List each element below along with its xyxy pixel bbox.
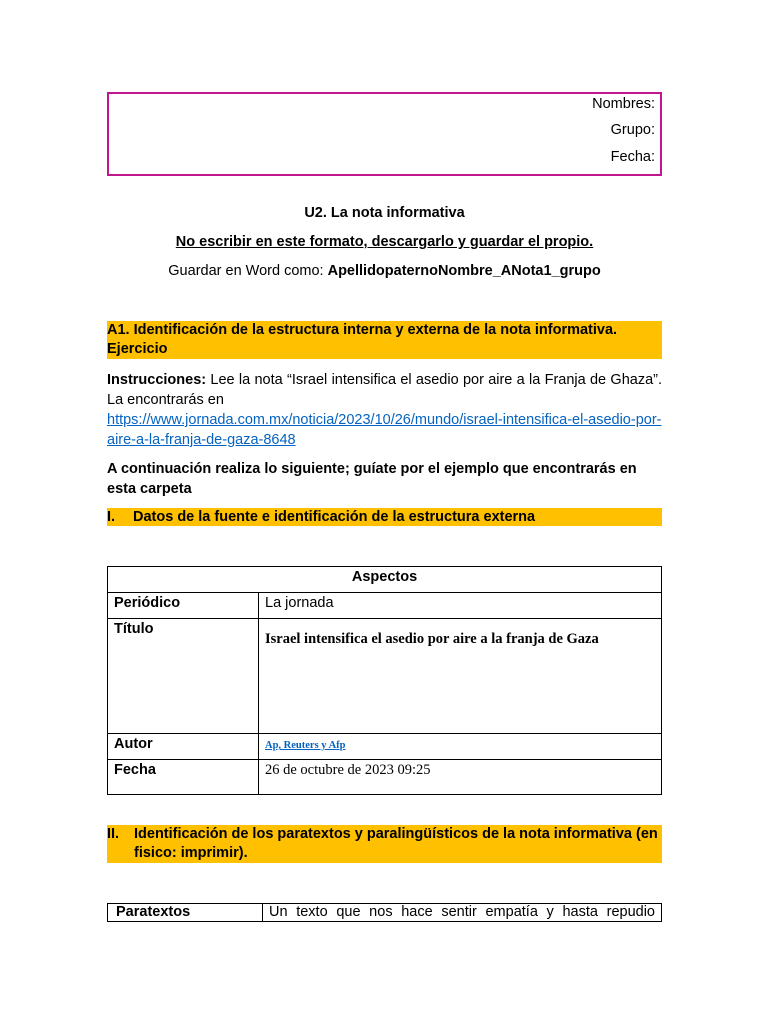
article-link[interactable]: https://www.jornada.com.mx/noticia/2023/10/26/mundo/israel-intensifica-el-asedio-por-aire-a-la-franja-de-gaza-8648	[107, 412, 662, 448]
titulo-value: Israel intensifica el asedio por aire a la franja de Gaza	[259, 619, 662, 734]
autor-cell	[259, 734, 662, 760]
instructions-label: Instrucciones:	[107, 372, 207, 388]
paratextos-value: Un texto que nos hace sentir empatía y hasta repudio	[263, 904, 662, 922]
nombres-label: Nombres:	[592, 96, 655, 112]
paratextos-label: Paratextos	[108, 904, 263, 922]
source-data-table	[107, 566, 662, 795]
table-row	[108, 593, 662, 619]
table-header-row	[108, 567, 662, 593]
table-row	[108, 619, 662, 734]
section-ii-heading	[107, 825, 662, 863]
periodico-value: La jornada	[259, 593, 662, 619]
autor-label: Autor	[108, 734, 259, 760]
titulo-label: Título	[108, 619, 259, 734]
table-row	[108, 734, 662, 760]
save-instructions	[107, 263, 662, 279]
section-a1-heading: A1. Identificación de la estructura interna y externa de la nota informativa. Ejercicio	[107, 321, 662, 359]
document-title: U2. La nota informativa	[304, 205, 465, 221]
fecha-label: Fecha:	[610, 149, 655, 165]
grupo-label: Grupo:	[610, 122, 655, 138]
continue-instructions: A continuación realiza lo siguiente; guíate por el ejemplo que encontrarás en esta carpeta	[107, 461, 637, 497]
save-filename: ApellidopaternoNombre_ANota1_grupo	[327, 263, 601, 279]
section-ii-text: Identificación de los paratextos y paralingüísticos de la nota informativa (en fisico: imprimir).	[134, 826, 658, 861]
section-i-text: Datos de la fuente e identificación de la estructura externa	[133, 509, 536, 525]
save-prefix: Guardar en Word como:	[168, 263, 328, 279]
instructions-text: Lee la nota “Israel intensifica el asedio por aire a la Franja de Ghaza”. La encontrarás en	[107, 372, 662, 408]
aspectos-header: Aspectos	[108, 567, 662, 593]
instructions-paragraph	[107, 370, 662, 410]
autor-link[interactable]: Ap, Reuters y Afp	[265, 740, 346, 751]
article-link-container	[107, 410, 662, 450]
fecha-value: 26 de octubre de 2023 09:25	[259, 760, 662, 795]
section-i-number: I.	[107, 509, 116, 525]
fecha-row-label: Fecha	[108, 760, 259, 795]
warning-text: No escribir en este formato, descargarlo y guardar el propio.	[175, 234, 594, 250]
section-ii-number: II.	[107, 826, 120, 842]
periodico-label: Periódico	[108, 593, 259, 619]
table-row	[108, 904, 662, 922]
section-i-heading	[107, 508, 662, 526]
paratextos-table	[107, 903, 662, 922]
table-row	[108, 760, 662, 795]
student-info-box	[107, 92, 662, 176]
